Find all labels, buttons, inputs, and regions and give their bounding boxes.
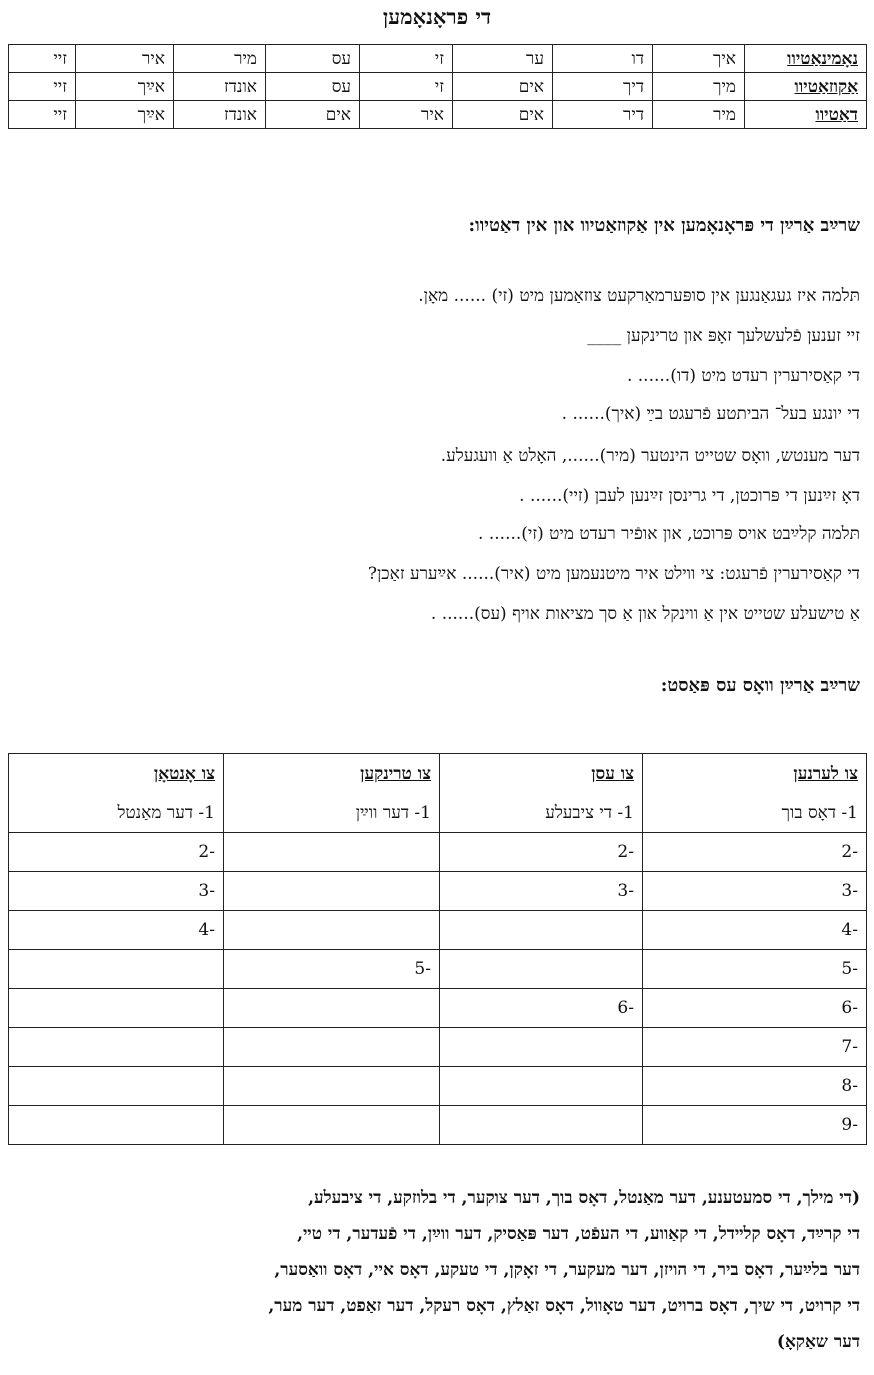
pronoun-cell: עס (266, 45, 360, 73)
pronoun-cell: ער (453, 45, 553, 73)
category-row (9, 833, 867, 872)
category-first-row (9, 794, 867, 833)
category-example: 1- דער מאַנטל (9, 794, 224, 833)
pronoun-cell: מיר (653, 101, 745, 129)
word-bank-line: דער בלײַער, דאָס ביר, די הויזן, דער מעקער, די זאָקן, די טעקע, דאָס איי, דאָס וואַסער, (274, 1260, 860, 1280)
answer-cell[interactable]: -3 (440, 872, 643, 911)
answer-cell[interactable] (224, 833, 440, 872)
pronoun-cell: אים (453, 101, 553, 129)
answer-cell[interactable]: -4 (9, 911, 224, 950)
pronoun-cell: מיך (653, 73, 745, 101)
pronoun-cell: דו (553, 45, 653, 73)
answer-cell[interactable]: -6 (643, 989, 867, 1028)
pronoun-cell: מיר (174, 45, 266, 73)
category-row (9, 989, 867, 1028)
exercise1-sentence: תּלמה קלײַבט אויס פּרוכט, און אופֿיר רעדט מיט (זי)...... . (478, 524, 860, 544)
answer-cell[interactable] (224, 911, 440, 950)
answer-cell[interactable] (9, 1028, 224, 1067)
answer-cell[interactable] (440, 1106, 643, 1145)
pronoun-cell: אים (453, 73, 553, 101)
word-bank-line: (די מילך, די סמעטענע, דער מאַנטל, דאָס בוך, דער צוקער, די בלוזקע, די ציבעלע, (308, 1188, 860, 1208)
answer-cell[interactable]: -2 (643, 833, 867, 872)
pronoun-cell: זי (360, 45, 453, 73)
pronoun-cell: איך (653, 45, 745, 73)
answer-cell[interactable] (9, 1106, 224, 1145)
answer-cell[interactable] (440, 950, 643, 989)
answer-cell[interactable] (440, 1028, 643, 1067)
category-example: 1- די ציבעלע (440, 794, 643, 833)
page-title: די פראָנאָמען (382, 4, 492, 29)
exercise1-sentence: אַ טישעלע שטייט אין אַ ווינקל און אַ סך מציאות אויף (עס)...... . (430, 604, 860, 624)
answer-cell[interactable] (224, 872, 440, 911)
answer-cell[interactable] (440, 911, 643, 950)
exercise1-sentence: דער מענטש, וואָס שטייט הינטער (מיר)......, האָלט אַ וועגעלע. (440, 446, 860, 466)
answer-cell[interactable]: -3 (643, 872, 867, 911)
answer-cell[interactable]: -9 (643, 1106, 867, 1145)
pronoun-cell: אים (266, 101, 360, 129)
word-bank (14, 1180, 860, 1360)
category-row (9, 1028, 867, 1067)
category-row (9, 911, 867, 950)
answer-cell[interactable]: -6 (440, 989, 643, 1028)
exercise1-sentence: די יונגע בעל־ הביתטע פֿרעגט בײַ (איך)...... . (561, 404, 860, 424)
answer-cell[interactable] (9, 989, 224, 1028)
pronoun-row (9, 73, 867, 101)
answer-cell[interactable]: -8 (643, 1067, 867, 1106)
answer-cell[interactable] (224, 1106, 440, 1145)
pronoun-cell: אונדז (174, 101, 266, 129)
exercise1-sentence: די קאַסירערין רעדט מיט (דו)...... . (626, 366, 860, 386)
pronoun-table (8, 44, 867, 129)
pronoun-row (9, 45, 867, 73)
category-header: צו טרינקען (224, 754, 440, 795)
answer-cell[interactable] (9, 1067, 224, 1106)
answer-cell[interactable]: -2 (9, 833, 224, 872)
answer-cell[interactable] (224, 989, 440, 1028)
exercise1-sentence: תּלמה איז געגאַנגען אין סופּערמאַרקעט צוזאַמען מיט (זי) ...... מאָן. (418, 286, 860, 306)
answer-cell[interactable]: -5 (643, 950, 867, 989)
case-label: נאָמינאַטיוו (745, 45, 867, 73)
pronoun-cell: אײַך (76, 73, 174, 101)
category-row (9, 1067, 867, 1106)
answer-cell[interactable]: -4 (643, 911, 867, 950)
category-row (9, 872, 867, 911)
word-bank-line: דער שאַקאָ) (776, 1332, 860, 1352)
case-label: דאַטיוו (745, 101, 867, 129)
answer-cell[interactable] (9, 950, 224, 989)
exercise2-heading: שרײַב אַרײַן וואָס עס פּאַסט: (660, 675, 860, 696)
exercise1-sentence: זיי זענען פֿלעשלעך זאָפּ און טרינקען ____ (587, 326, 860, 346)
category-header: צו עסן (440, 754, 643, 795)
case-label: אַקוזאַטיוו (745, 73, 867, 101)
pronoun-cell: עס (266, 73, 360, 101)
answer-cell[interactable]: -3 (9, 872, 224, 911)
category-row (9, 950, 867, 989)
answer-cell[interactable]: -5 (224, 950, 440, 989)
answer-cell[interactable] (224, 1028, 440, 1067)
answer-cell[interactable] (224, 1067, 440, 1106)
pronoun-cell: איר (76, 45, 174, 73)
word-bank-line: די קרויט, די שיך, דאָס ברויט, דער טאָוול, דאָס זאַלץ, דאָס רעקל, דער זאַפט, דער מער, (268, 1296, 860, 1316)
exercise1-heading: שרײַב אַרײַן די פּראָנאָמען אין אַקוזאַטיוו און אין דאַטיוו: (468, 215, 860, 236)
category-header-row (9, 754, 867, 795)
answer-cell[interactable]: -2 (440, 833, 643, 872)
pronoun-cell: זיי (9, 73, 76, 101)
pronoun-row (9, 101, 867, 129)
exercise1-sentence: די קאַסירערין פֿרעגט: צי ווילט איר מיטנעמען מיט (איר)...... אײַערע זאַכן? (367, 564, 860, 584)
pronoun-cell: זיי (9, 45, 76, 73)
category-row (9, 1106, 867, 1145)
exercise1-sentence: דאָ זײַנען די פּרוכטן, די גרינסן זײַנען לעבן (זיי)...... . (519, 486, 860, 506)
pronoun-cell: איר (360, 101, 453, 129)
category-table (8, 753, 867, 1145)
pronoun-cell: זי (360, 73, 453, 101)
pronoun-cell: אונדז (174, 73, 266, 101)
category-header: צו אָנטאָן (9, 754, 224, 795)
answer-cell[interactable]: -7 (643, 1028, 867, 1067)
category-example: 1- דער ווײַן (224, 794, 440, 833)
category-example: 1- דאָס בוך (643, 794, 867, 833)
answer-cell[interactable] (440, 1067, 643, 1106)
pronoun-cell: דיך (553, 73, 653, 101)
category-header: צו לערנען (643, 754, 867, 795)
pronoun-cell: זיי (9, 101, 76, 129)
word-bank-line: די קרײַד, דאָס קלײדל, די קאַווע, די העפֿט, דער פּאַסיק, דער ווײַן, די פֿעדער, די טײ, (297, 1224, 860, 1244)
pronoun-cell: אײַך (76, 101, 174, 129)
pronoun-cell: דיר (553, 101, 653, 129)
